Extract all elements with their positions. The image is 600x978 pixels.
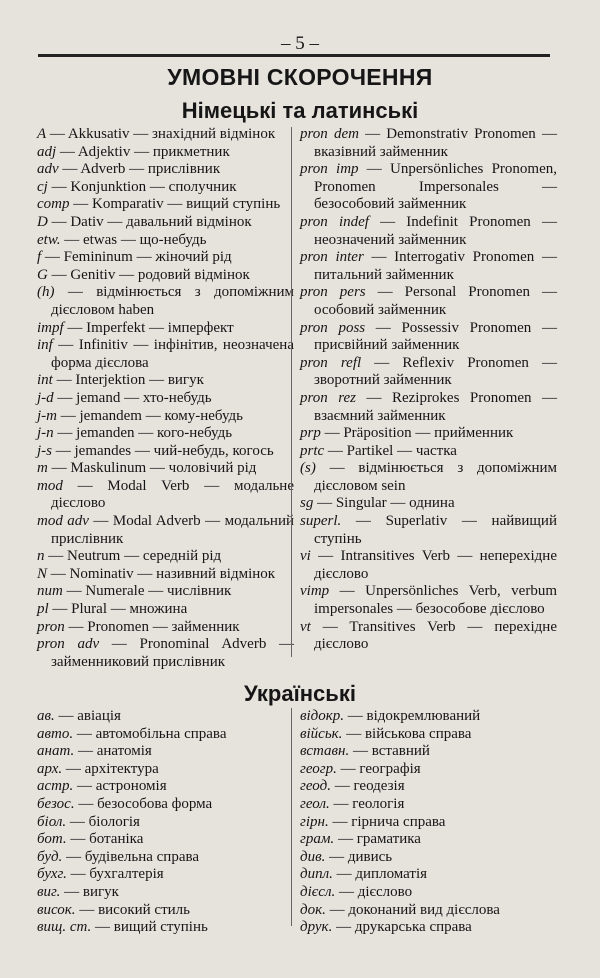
- abbreviation-entry: [37, 425, 294, 443]
- abbreviation: (s): [300, 460, 316, 477]
- abbreviation: D: [37, 213, 48, 230]
- abbreviation-entry: [300, 761, 557, 779]
- abbreviation-definition: — військова справа: [342, 725, 472, 742]
- abbreviation: m: [37, 460, 48, 477]
- abbreviation-definition: — Präposition — прийменник: [320, 425, 514, 442]
- abbreviation-entry: [37, 743, 294, 761]
- abbreviation: mod adv: [37, 513, 89, 530]
- abbreviation-entry: [37, 708, 294, 726]
- abbreviation: j-d: [37, 389, 54, 406]
- abbreviation: comp: [37, 196, 70, 213]
- abbreviation-definition: — високий стиль: [75, 901, 190, 918]
- abbreviation-definition: — jemandes — чий-небудь, когось: [52, 442, 274, 459]
- abbreviation-definition: — дієслово: [335, 883, 413, 900]
- abbreviation-definition: — Reflexiv Pronomen — зворотний займенник: [314, 354, 557, 389]
- abbreviation: adj: [37, 143, 57, 160]
- abbreviation-definition: — Femininum — жіночий рід: [41, 249, 232, 266]
- abbreviation: impf: [37, 319, 64, 336]
- abbreviation-definition: — Partikel — частка: [324, 442, 457, 459]
- abbreviation-entry: [37, 196, 294, 214]
- abbreviation-entry: [37, 566, 294, 584]
- german-latin-left-column: [37, 126, 294, 671]
- abbreviation: sg: [300, 495, 314, 512]
- abbreviation: бухг.: [37, 866, 67, 883]
- abbreviation-definition: — Dativ — давальний відмінок: [47, 213, 252, 230]
- abbreviation-definition: — астрономія: [73, 778, 167, 795]
- abbreviation: adv: [37, 161, 59, 178]
- abbreviation-definition: — Genitiv — родовий відмінок: [47, 266, 250, 283]
- abbreviation: арх.: [37, 760, 63, 777]
- abbreviation: авто.: [37, 725, 74, 742]
- abbreviation-definition: — авіація: [54, 708, 121, 724]
- abbreviation-entry: [37, 161, 294, 179]
- abbreviation-entry: [37, 601, 294, 619]
- abbreviation-entry: [37, 214, 294, 232]
- abbreviation-entry: [37, 284, 294, 319]
- abbreviation-entry: [300, 320, 557, 355]
- abbreviation-definition: — географія: [336, 760, 421, 777]
- abbreviation: pron inter: [300, 249, 364, 266]
- abbreviation-definition: — доконаний вид дієслова: [325, 901, 500, 918]
- page-number: – 5 –: [281, 33, 319, 54]
- abbreviation: виг.: [37, 883, 61, 900]
- abbreviation: геол.: [300, 795, 330, 812]
- abbreviation: біол.: [37, 813, 67, 830]
- abbreviation: pron adv: [37, 636, 100, 653]
- abbreviation-definition: — Modal Adverb — модальний прислівник: [51, 513, 294, 547]
- abbreviation: G: [37, 266, 48, 283]
- abbreviation-definition: — дипломатія: [332, 866, 428, 883]
- abbreviation: див.: [300, 848, 326, 865]
- abbreviation: док.: [300, 901, 326, 918]
- abbreviation: pron dem: [300, 126, 359, 142]
- abbreviation-definition: — гірнича справа: [328, 813, 446, 830]
- abbreviation: int: [37, 372, 53, 389]
- abbreviation: вставн.: [300, 743, 350, 760]
- abbreviation-entry: [300, 284, 557, 319]
- abbreviation: pl: [37, 601, 49, 618]
- abbreviation: num: [37, 583, 63, 600]
- german-latin-right-column: [300, 126, 557, 654]
- abbreviation-entry: [37, 179, 294, 197]
- abbreviation: анат.: [37, 743, 75, 760]
- abbreviation: prtc: [300, 442, 325, 459]
- abbreviation-definition: — друкарська справа: [332, 919, 472, 936]
- abbreviation-entry: [37, 902, 294, 920]
- abbreviation: pron rez: [300, 389, 357, 406]
- abbreviation-definition: — Interrogativ Pronomen — питальний займенник: [314, 249, 557, 283]
- abbreviation: superl.: [300, 513, 342, 530]
- abbreviation: військ.: [300, 725, 343, 742]
- abbreviation-entry: [300, 425, 557, 443]
- abbreviation-definition: — граматика: [334, 831, 421, 848]
- abbreviation: (h): [37, 284, 55, 301]
- abbreviation-definition: — архітектура: [62, 760, 159, 777]
- abbreviation: f: [37, 249, 42, 266]
- section-heading-ukrainian: Українські: [244, 681, 356, 706]
- abbreviation-definition: — Akkusativ — знахідний відмінок: [46, 126, 276, 142]
- abbreviation: висок.: [37, 901, 76, 918]
- abbreviation-entry: [37, 408, 294, 426]
- abbreviation-entry: [37, 548, 294, 566]
- abbreviation-entry: [37, 849, 294, 867]
- header-rule: [38, 54, 550, 57]
- abbreviation-entry: [37, 372, 294, 390]
- abbreviation-entry: [300, 390, 557, 425]
- ukrainian-left-column: [37, 708, 294, 937]
- abbreviation-definition: — Reziprokes Pronomen — взаємний займенник: [314, 389, 558, 424]
- abbreviation-definition: — безособова форма: [74, 795, 213, 812]
- abbreviation: гірн.: [300, 813, 329, 830]
- abbreviation: дипл.: [300, 866, 333, 883]
- abbreviation-definition: — Interjektion — вигук: [52, 372, 204, 389]
- abbreviation: безос.: [37, 795, 75, 812]
- abbreviation-entry: [300, 902, 557, 920]
- abbreviation-entry: [37, 232, 294, 250]
- abbreviation-definition: — Unpersönliches Pronomen, Pronomen Impersonales — безособовий займенник: [314, 161, 557, 213]
- abbreviation-definition: — jemandem — кому-небудь: [57, 407, 243, 424]
- page-title: УМОВНІ СКОРОЧЕННЯ: [167, 64, 433, 90]
- abbreviation-definition: — Numerale — числівник: [62, 583, 232, 600]
- abbreviation-definition: — Pronominal Adverb — займенниковий прислівник: [51, 636, 294, 670]
- abbreviation-definition: — Imperfekt — імперфект: [63, 319, 234, 336]
- abbreviation-definition: — jemanden — кого-небудь: [53, 425, 233, 442]
- abbreviation: грам.: [300, 831, 335, 848]
- abbreviation-entry: [300, 249, 557, 284]
- abbreviation-definition: — анатомія: [74, 743, 152, 760]
- abbreviation: N: [37, 565, 48, 582]
- abbreviation-definition: — Superlativ — найвищий ступінь: [314, 513, 557, 547]
- abbreviation-definition: — відмінюється з допоміжним дієсловом haben: [51, 284, 294, 318]
- abbreviation-entry: [37, 866, 294, 884]
- abbreviation-entry: [37, 249, 294, 267]
- abbreviation-entry: [37, 513, 294, 548]
- abbreviation-definition: — Modal Verb — модальне дієслово: [51, 477, 294, 512]
- abbreviation-definition: — Infinitiv — інфінітив, неозначена форма дієслова: [51, 337, 294, 371]
- abbreviation-entry: [37, 443, 294, 461]
- abbreviation-definition: — вставний: [349, 743, 430, 760]
- abbreviation-definition: — Adjektiv — прикметник: [56, 143, 230, 160]
- abbreviation-definition: — Adverb — прислівник: [58, 161, 221, 178]
- abbreviation: pron imp: [300, 161, 359, 178]
- column-divider: [291, 127, 292, 657]
- abbreviation-entry: [37, 337, 294, 372]
- abbreviation: cj: [37, 178, 48, 195]
- abbreviation-entry: [37, 478, 294, 513]
- abbreviation: vt: [300, 618, 311, 635]
- section-heading-german-latin: Німецькі та латинські: [181, 98, 419, 123]
- abbreviation-definition: — дивись: [325, 848, 393, 865]
- abbreviation-entry: [300, 849, 557, 867]
- abbreviation-definition: — бухгалтерія: [66, 866, 164, 883]
- abbreviation-definition: — etwas — що-небудь: [60, 231, 207, 248]
- abbreviation-entry: [37, 460, 294, 478]
- abbreviation-definition: — Konjunktion — сполучник: [47, 178, 237, 195]
- abbreviation-definition: — геологія: [329, 795, 405, 812]
- abbreviation: pron pers: [300, 284, 366, 301]
- abbreviation: vi: [300, 548, 311, 565]
- abbreviation-definition: — автомобільна справа: [73, 725, 227, 742]
- abbreviation: inf: [37, 337, 53, 354]
- abbreviation-entry: [300, 126, 557, 161]
- abbreviation-definition: — Neutrum — середній рід: [44, 548, 222, 565]
- abbreviation: j-n: [37, 425, 54, 442]
- abbreviation-definition: — Maskulinum — чоловічий рід: [47, 460, 257, 477]
- abbreviation-entry: [37, 144, 294, 162]
- abbreviation-definition: — відокремлюваний: [344, 708, 481, 724]
- abbreviation-entry: [37, 884, 294, 902]
- abbreviation: астр.: [37, 778, 74, 795]
- abbreviation: бот.: [37, 831, 67, 848]
- abbreviation-entry: [300, 919, 557, 937]
- abbreviation: буд.: [37, 848, 63, 865]
- abbreviation-entry: [37, 583, 294, 601]
- abbreviation: геогр.: [300, 760, 337, 777]
- abbreviation: вищ. ст.: [37, 919, 92, 936]
- abbreviation-entry: [300, 708, 557, 726]
- abbreviation-entry: [300, 583, 557, 618]
- abbreviation-entry: [37, 726, 294, 744]
- abbreviation: vimp: [300, 583, 330, 600]
- abbreviation-definition: — вищий ступінь: [91, 919, 208, 936]
- abbreviation-definition: — біологія: [66, 813, 140, 830]
- abbreviation-entry: [37, 126, 294, 144]
- ukrainian-right-column: [300, 708, 557, 937]
- abbreviation: відокр.: [300, 708, 345, 724]
- abbreviation-entry: [300, 831, 557, 849]
- abbreviation-entry: [37, 761, 294, 779]
- abbreviation-entry: [300, 214, 557, 249]
- abbreviation-definition: — Transitives Verb — перехідне дієслово: [310, 618, 557, 653]
- abbreviation-entry: [37, 267, 294, 285]
- abbreviation-definition: — Komparativ — вищий ступінь: [69, 196, 281, 213]
- abbreviation-entry: [300, 548, 557, 583]
- abbreviation: prp: [300, 425, 321, 442]
- abbreviation: друк.: [300, 919, 333, 936]
- abbreviation-entry: [300, 884, 557, 902]
- abbreviation-entry: [37, 619, 294, 637]
- abbreviation-definition: — jemand — хто-небудь: [53, 389, 212, 406]
- abbreviation-entry: [300, 743, 557, 761]
- column-divider: [291, 708, 292, 926]
- abbreviation-definition: — геодезія: [330, 778, 405, 795]
- abbreviation: pron: [37, 618, 65, 635]
- abbreviation-entry: [37, 796, 294, 814]
- abbreviation: A: [37, 126, 47, 142]
- abbreviation-entry: [300, 726, 557, 744]
- abbreviation-entry: [37, 390, 294, 408]
- abbreviation: mod: [37, 477, 63, 494]
- abbreviation: ав.: [37, 708, 55, 724]
- abbreviation: etw.: [37, 231, 61, 248]
- abbreviation: дієсл.: [300, 883, 336, 900]
- abbreviation-definition: — Pronomen — займенник: [64, 618, 240, 635]
- abbreviation: геод.: [300, 778, 331, 795]
- abbreviation-entry: [300, 619, 557, 654]
- abbreviation-entry: [300, 778, 557, 796]
- abbreviation: n: [37, 548, 45, 565]
- abbreviation-definition: — відмінюється з допоміжним дієсловом sein: [314, 460, 557, 494]
- abbreviation-entry: [300, 796, 557, 814]
- abbreviation-entry: [37, 320, 294, 338]
- abbreviation-definition: — вигук: [60, 883, 119, 900]
- abbreviation-entry: [37, 778, 294, 796]
- abbreviation-entry: [300, 513, 557, 548]
- abbreviation: pron refl: [300, 354, 362, 371]
- abbreviation-definition: — Singular — однина: [313, 495, 455, 512]
- abbreviation-entry: [300, 495, 557, 513]
- abbreviation-definition: — Nominativ — називний відмінок: [47, 565, 276, 582]
- abbreviation-definition: — будівельна справа: [62, 848, 200, 865]
- abbreviation-definition: — Demonstrativ Pronomen — вказівний займенник: [314, 126, 557, 160]
- abbreviation-definition: — Unpersönliches Verb, verbum impersonales — безособове дієслово: [314, 583, 557, 618]
- abbreviation-entry: [300, 443, 557, 461]
- abbreviation-definition: — Personal Pronomen — особовий займенник: [314, 284, 557, 318]
- abbreviation-definition: — Possessiv Pronomen — присвійний займенник: [314, 319, 557, 354]
- abbreviation-entry: [300, 355, 557, 390]
- abbreviation-entry: [37, 831, 294, 849]
- abbreviation: pron poss: [300, 319, 366, 336]
- abbreviation: j-s: [37, 442, 52, 459]
- abbreviation-entry: [300, 814, 557, 832]
- abbreviation-entry: [37, 919, 294, 937]
- abbreviation-definition: — Indefinit Pronomen — неозначений займенник: [314, 213, 557, 248]
- abbreviation: pron indef: [300, 213, 369, 230]
- abbreviation-definition: — Plural — множина: [48, 601, 188, 618]
- abbreviation-definition: — ботаніка: [66, 831, 144, 848]
- abbreviation-entry: [37, 814, 294, 832]
- abbreviation-entry: [300, 161, 557, 214]
- abbreviation-entry: [37, 636, 294, 671]
- abbreviation-definition: — Intransitives Verb — неперехідне дієслово: [310, 548, 557, 582]
- abbreviation-entry: [300, 866, 557, 884]
- abbreviation: j-m: [37, 407, 57, 424]
- abbreviation-entry: [300, 460, 557, 495]
